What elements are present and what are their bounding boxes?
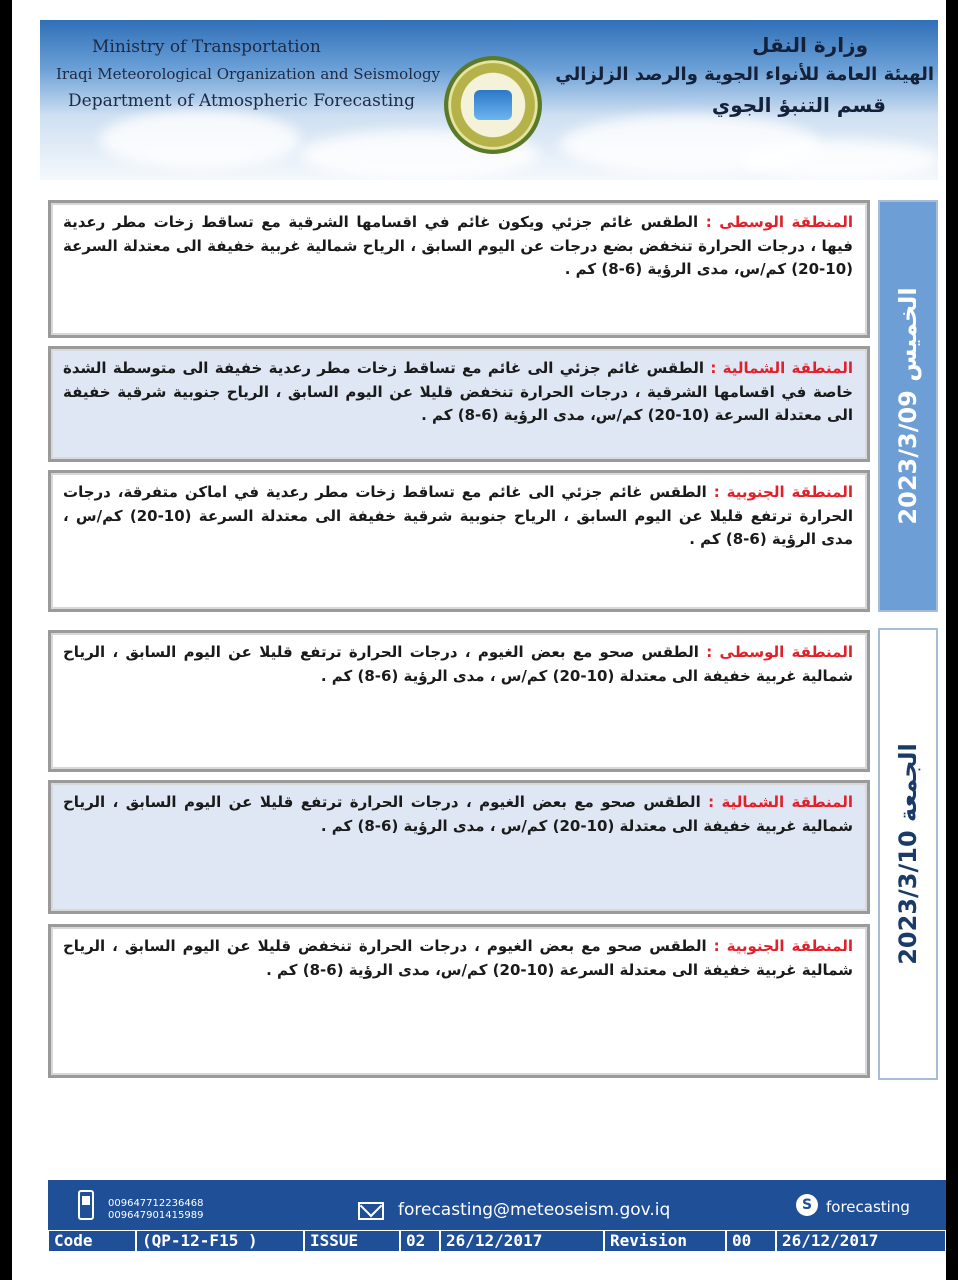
department-name: Department of Atmospheric Forecasting	[68, 91, 415, 111]
code-cell: ISSUE	[304, 1230, 400, 1252]
phone-numbers	[108, 1198, 203, 1222]
forecast-text: الطقس غائم جزئي ويكون غائم في اقسامها الشرقية مع تساقط زخات مطر رعدية فيها ، درجات الحرارة تنخفض بضع درجات عن اليوم السابق ، الرياح شمالية غربية خفيفة الى معتدلة السرعة (10-20) كم/س، مدى الرؤية (6-8) كم .	[63, 213, 853, 278]
forecast-text: الطقس صحو مع بعض الغيوم ، درجات الحرارة تنخفض قليلا عن اليوم السابق ، الرياح شمالية غربية خفيفة الى معتدلة السرعة (10-20) كم/س، مدى الرؤية (6-8) كم .	[63, 937, 853, 979]
organization-name: Iraqi Meteorological Organization and Seismology	[56, 65, 441, 83]
logo-emblem	[474, 90, 512, 120]
forecast-text: الطقس غائم جزئي الى غائم مع تساقط زخات مطر رعدية خفيفة الى متوسطة الشدة خاصة في اقسامها الشرقية ، درجات الحرارة تنخفض قليلا عن اليوم السابق ، الرياح جنوبية شرقية خفيفة الى معتدلة السرعة (10-20) كم/س، مدى الرؤية (6-8) كم .	[63, 359, 853, 424]
forecast-text: الطقس صحو مع بعض الغيوم ، درجات الحرارة ترتفع قليلا عن اليوم السابق ، الرياح شمالية غربية خفيفة الى معتدلة (10-20) كم/س ، مدى الرؤية (6-8) كم .	[63, 643, 853, 685]
arabic-header	[555, 30, 934, 120]
forecast-panel-day1-north	[48, 346, 870, 462]
code-cell: Revision	[604, 1230, 726, 1252]
forecast-panel-day1-south	[48, 470, 870, 612]
region-label: المنطقة الجنوبية :	[713, 483, 853, 501]
organization-logo	[444, 56, 542, 154]
forecast-panel-day1-central	[48, 200, 870, 338]
code-cell: 26/12/2017	[776, 1230, 946, 1252]
envelope-icon	[358, 1202, 384, 1220]
region-label: المنطقة الوسطى :	[706, 643, 854, 661]
contact-footer	[48, 1180, 946, 1252]
code-cell: 26/12/2017	[440, 1230, 604, 1252]
region-label: المنطقة الشمالية :	[708, 793, 854, 811]
forecast-text: الطقس غائم جزئي الى غائم مع تساقط زخات مطر رعدية في اماكن متفرقة، درجات الحرارة ترتفع قليلا عن اليوم السابق ، الرياح جنوبية شرقية خفيفة الى معتدلة السرعة (10-20) كم/س ، مدى الرؤية (6-8) كم .	[63, 483, 853, 548]
email-address[interactable]: forecasting@meteoseism.gov.iq	[398, 1200, 671, 1220]
region-label: المنطقة الشمالية :	[710, 359, 854, 377]
english-header	[56, 34, 440, 115]
bulletin-page	[12, 0, 946, 1280]
ministry-name: Ministry of Transportation	[92, 37, 321, 57]
forecast-text: الطقس صحو مع بعض الغيوم ، درجات الحرارة ترتفع قليلا عن اليوم السابق ، الرياح شمالية غربية خفيفة الى معتدلة (10-20) كم/س ، مدى الرؤية (6-8) كم .	[63, 793, 853, 835]
code-cell: Code	[48, 1230, 136, 1252]
phone-number: 009647901415989	[108, 1210, 204, 1221]
skype-icon: S	[796, 1194, 818, 1216]
phone-icon	[78, 1190, 94, 1220]
phone-number: 009647712236468	[108, 1198, 204, 1209]
date-bar-day2	[878, 628, 938, 1080]
code-cell: (QP-12-F15 )	[136, 1230, 304, 1252]
date-label: الجمعة 2023/3/10	[894, 743, 922, 965]
letterhead	[40, 20, 938, 180]
date-label: الخميس 2023/3/09	[894, 287, 922, 525]
region-label: المنطقة الجنوبية :	[713, 937, 854, 955]
forecast-panel-day2-central	[48, 630, 870, 772]
organization-name-ar: الهيئة العامة للأنواء الجوية والرصد الزلزالي	[555, 64, 934, 85]
document-code-bar	[48, 1230, 946, 1252]
skype-handle[interactable]: forecasting	[826, 1198, 910, 1216]
department-name-ar: قسم التنبؤ الجوي	[711, 93, 886, 117]
code-cell: 02	[400, 1230, 440, 1252]
date-bar-day1	[878, 200, 938, 612]
forecast-panel-day2-south	[48, 924, 870, 1078]
ministry-name-ar: وزارة النقل	[752, 33, 868, 57]
region-label: المنطقة الوسطى :	[705, 213, 853, 231]
code-cell: 00	[726, 1230, 776, 1252]
forecast-panel-day2-north	[48, 780, 870, 914]
